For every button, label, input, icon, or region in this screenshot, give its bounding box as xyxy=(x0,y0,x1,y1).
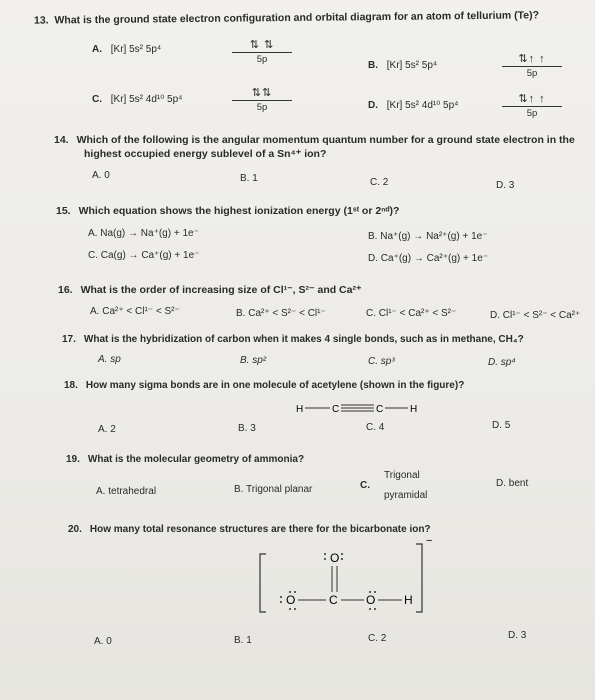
question-17 xyxy=(62,334,524,345)
left-bracket xyxy=(260,554,266,612)
q19-text: What is the molecular geometry of ammonia? xyxy=(87,454,305,465)
q13-a-letter: A. xyxy=(92,44,102,55)
lone-pair-dot xyxy=(289,591,291,593)
q13-c-letter: C. xyxy=(92,94,102,105)
q13-a-orbital-label: 5p xyxy=(256,54,268,65)
q13-b-config: [Kr] 5s² 5p⁴ xyxy=(386,60,438,71)
q13-a-config: [Kr] 5s² 5p⁴ xyxy=(110,44,162,55)
q13-b-orbital-diagram xyxy=(502,52,562,79)
lone-pair-dot xyxy=(280,596,282,598)
c-atom-right: C xyxy=(376,404,384,415)
q16-number: 16. xyxy=(58,284,73,296)
q20-option-b[interactable]: B. 1 xyxy=(234,635,252,646)
q14-text-line1: Which of the following is the angular momentum quantum number for a ground state electron in the xyxy=(76,134,575,146)
orbital-line xyxy=(502,66,562,67)
charge-label: − xyxy=(426,535,433,547)
q18-number: 18. xyxy=(64,380,78,391)
q14-option-c[interactable]: C. 2 xyxy=(370,177,389,188)
c-atom-left: C xyxy=(332,404,340,415)
q13-text: What is the ground state electron configuration and orbital diagram for an atom of tellurium (Te)? xyxy=(54,9,540,27)
carbon-center: C xyxy=(329,593,338,607)
q16-option-c[interactable]: C. Cl¹⁻ < Ca²⁺ < S²⁻ xyxy=(366,308,457,319)
q19-number: 19. xyxy=(66,454,80,465)
lone-pair-dot xyxy=(324,553,326,555)
q14-option-b[interactable]: B. 1 xyxy=(240,173,258,184)
q15-option-a[interactable]: A. Na(g) → Na⁺(g) + 1e⁻ xyxy=(88,228,199,239)
q17-text: What is the hybridization of carbon when it makes 4 single bonds, such as in methane, CH₄? xyxy=(83,334,524,345)
q13-c-arrows: ⇅⇅ xyxy=(251,87,273,99)
bicarbonate-structure xyxy=(252,534,442,616)
q19-option-d[interactable]: D. bent xyxy=(496,478,529,489)
question-14 xyxy=(54,134,575,146)
q13-d-orbital-diagram xyxy=(502,92,562,119)
q19-c-line2: pyramidal xyxy=(384,490,428,501)
q17-number: 17. xyxy=(62,334,76,345)
q13-d-arrows: ⇅↑ ↑ xyxy=(518,93,546,105)
q13-a-arrows: ⇅ ⇅ xyxy=(249,39,275,51)
q13-a-orbital-diagram xyxy=(232,38,292,65)
q15-option-c[interactable]: C. Ca(g) → Ca⁺(g) + 1e⁻ xyxy=(88,250,200,261)
q13-c-orbital-diagram xyxy=(232,86,292,113)
lone-pair-dot xyxy=(374,608,376,610)
q16-text: What is the order of increasing size of Cl¹⁻, S²⁻ and Ca²⁺ xyxy=(80,284,362,296)
q15-text: Which equation shows the highest ionization energy (1ˢᵗ or 2ⁿᵈ)? xyxy=(78,205,400,217)
q14-text-line2: highest occupied energy sublevel of a Sn⁴⁺ ion? xyxy=(84,148,327,160)
q20-number: 20. xyxy=(68,524,82,535)
lone-pair-dot xyxy=(369,608,371,610)
q19-option-a[interactable]: A. tetrahedral xyxy=(96,486,157,497)
question-16 xyxy=(58,284,362,296)
q13-d-letter: D. xyxy=(368,100,378,111)
q15-option-b[interactable]: B. Na⁺(g) → Na²⁺(g) + 1e⁻ xyxy=(368,231,488,242)
lone-pair-dot xyxy=(294,591,296,593)
oxygen-right: O xyxy=(366,593,376,607)
question-19 xyxy=(66,454,304,465)
q19-c-line1: Trigonal xyxy=(384,470,420,481)
orbital-line xyxy=(232,100,292,101)
right-bracket xyxy=(416,544,422,612)
q14-number: 14. xyxy=(54,134,69,146)
acetylene-structure xyxy=(290,396,430,420)
q17-option-a[interactable]: A. sp xyxy=(98,354,121,365)
lone-pair-dot xyxy=(341,558,343,560)
q13-number: 13. xyxy=(33,14,49,27)
q13-d-orbital-label: 5p xyxy=(526,108,538,119)
question-15 xyxy=(56,205,399,217)
q13-b-letter: B. xyxy=(368,60,378,71)
q16-option-b[interactable]: B. Ca²⁺ < S²⁻ < Cl¹⁻ xyxy=(236,308,326,319)
q17-option-d[interactable]: D. sp⁴ xyxy=(488,357,516,368)
q13-option-a[interactable] xyxy=(92,44,161,55)
q14-option-a[interactable]: A. 0 xyxy=(92,170,110,181)
q16-option-d[interactable]: D. Cl¹⁻ < S²⁻ < Ca²⁺ xyxy=(490,310,581,321)
lone-pair-dot xyxy=(341,553,343,555)
q20-option-c[interactable]: C. 2 xyxy=(368,633,387,644)
q18-option-c[interactable]: C. 4 xyxy=(366,422,385,433)
h-atom-left: H xyxy=(296,404,304,415)
q20-text: How many total resonance structures are there for the bicarbonate ion? xyxy=(89,524,431,535)
q15-option-d[interactable]: D. Ca⁺(g) → Ca²⁺(g) + 1e⁻ xyxy=(368,253,489,264)
q16-option-a[interactable]: A. Ca²⁺ < Cl¹⁻ < S²⁻ xyxy=(90,306,180,317)
q13-c-config: [Kr] 5s² 4d¹⁰ 5p⁴ xyxy=(110,94,183,105)
q14-option-d[interactable]: D. 3 xyxy=(496,180,515,191)
lone-pair-dot xyxy=(374,591,376,593)
q20-option-d[interactable]: D. 3 xyxy=(508,630,527,641)
oxygen-top: O xyxy=(330,551,340,565)
q17-option-b[interactable]: B. sp² xyxy=(240,355,267,366)
q19-option-b[interactable]: B. Trigonal planar xyxy=(234,484,313,495)
lone-pair-dot xyxy=(289,608,291,610)
q13-option-c[interactable] xyxy=(92,94,182,105)
lone-pair-dot xyxy=(369,591,371,593)
q18-option-d[interactable]: D. 5 xyxy=(492,420,511,431)
lone-pair-dot xyxy=(324,558,326,560)
q13-b-arrows: ⇅↑ ↑ xyxy=(518,53,546,65)
lone-pair-dot xyxy=(280,601,282,603)
lone-pair-dot xyxy=(294,608,296,610)
q17-option-c[interactable]: C. sp³ xyxy=(368,356,395,367)
q15-number: 15. xyxy=(56,205,71,217)
oxygen-left: O xyxy=(286,593,296,607)
h-atom-right: H xyxy=(410,404,418,415)
q18-text: How many sigma bonds are in one molecule of acetylene (shown in the figure)? xyxy=(85,380,465,391)
q13-b-orbital-label: 5p xyxy=(526,68,538,79)
q18-option-b[interactable]: B. 3 xyxy=(238,423,256,434)
question-18 xyxy=(64,380,464,391)
hydrogen-atom: H xyxy=(404,593,413,607)
q20-option-a[interactable]: A. 0 xyxy=(94,636,112,647)
orbital-line xyxy=(232,52,292,53)
q19-c-letter: C. xyxy=(360,480,370,491)
q18-option-a[interactable]: A. 2 xyxy=(98,424,116,435)
orbital-line xyxy=(502,106,562,107)
q13-option-d[interactable] xyxy=(368,100,458,111)
question-13 xyxy=(34,9,539,26)
q13-d-config: [Kr] 5s² 4d¹⁰ 5p⁴ xyxy=(386,100,459,111)
q13-option-b[interactable] xyxy=(368,60,437,71)
q13-c-orbital-label: 5p xyxy=(256,102,268,113)
